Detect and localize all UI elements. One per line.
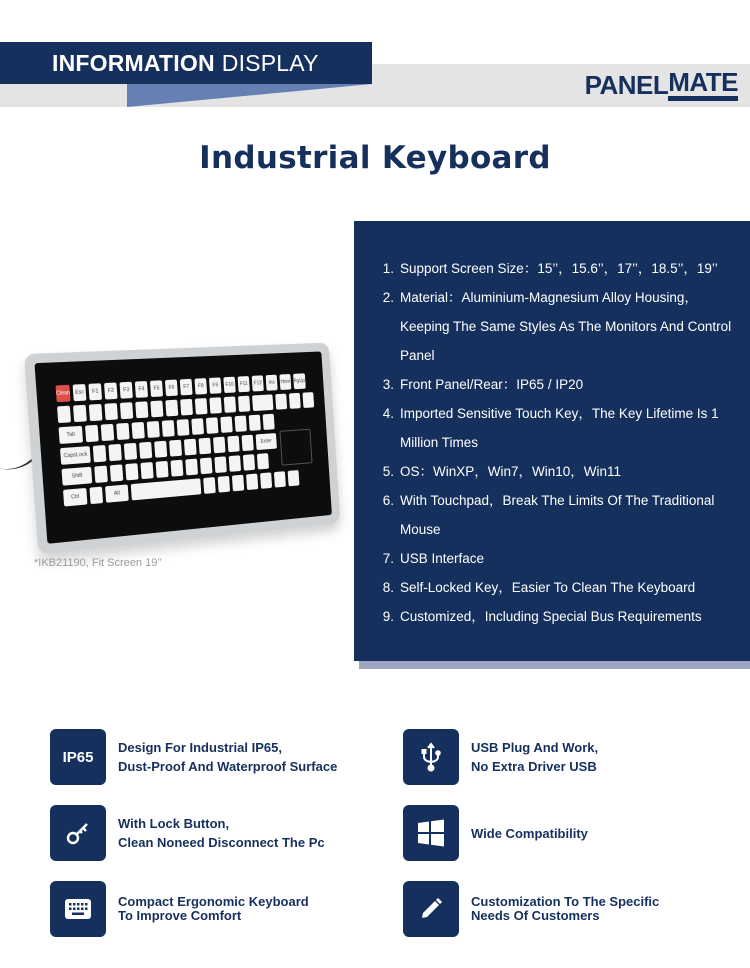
keyboard-housing: [24, 343, 340, 555]
key-tab: Tab: [59, 426, 84, 444]
key-space: [131, 478, 202, 500]
key-f8: F8: [195, 378, 208, 395]
page-title: Industrial Keyboard: [199, 140, 551, 176]
key-f10: F10: [223, 377, 235, 393]
keyboard-icon: [50, 881, 106, 937]
banner-bold-text: INFORMATION: [52, 49, 215, 76]
pencil-icon: [403, 881, 459, 937]
key-f7: F7: [180, 379, 193, 396]
spec-item: 4. Imported Sensitive Touch Key，The Key Lifetime Is 1 Million Times: [382, 406, 719, 450]
key-home: Hom: [279, 374, 291, 390]
feature-line: No Extra Driver USB: [471, 759, 597, 774]
spec-item: 6. With Touchpad，Break The Limits Of The Traditional Mouse: [382, 493, 715, 537]
feature-ergonomic: [50, 881, 309, 937]
feature-line: USB Plug And Work,: [471, 740, 599, 755]
feature-usb: [403, 729, 598, 785]
key-ctrl: Ctrl: [63, 488, 87, 507]
brand-logo: [584, 67, 738, 101]
key-f5: F5: [150, 380, 163, 397]
key-f11: F11: [238, 376, 250, 392]
spec-item: 1. Support Screen Size：15’’，15.6’’，17’’，18.5’’，19’’: [382, 261, 718, 276]
key-f9: F9: [209, 377, 222, 393]
feature-ip65: [50, 729, 337, 785]
feature-line: Compact Ergonomic Keyboard: [118, 894, 309, 909]
keyboard-face: [34, 351, 331, 543]
feature-compatibility: [403, 805, 588, 861]
banner-light-text: DISPLAY: [221, 49, 319, 76]
spec-item: 7. USB Interface: [382, 551, 485, 566]
spec-item: 8. Self-Locked Key，Easier To Clean The Keyboard: [382, 580, 696, 595]
spec-item: 2. Material：Aluminium-Magnesium Alloy Housing，Keeping The Same Styles As The Monitors And Control Panel: [382, 290, 732, 363]
feature-line: With Lock Button,: [118, 816, 230, 831]
feature-line: Design For Industrial IP65,: [118, 740, 282, 755]
keyboard-product-image: [36, 348, 346, 538]
header-banner: [0, 42, 372, 84]
windows-icon: [403, 805, 459, 861]
key-pgup: PgUp: [293, 373, 305, 389]
feature-customization: [403, 881, 659, 937]
feature-line: Clean Noneed Disconnect The Pc: [118, 835, 325, 850]
feature-line: Customization To The Specific: [471, 894, 660, 909]
feature-line: Dust-Proof And Waterproof Surface: [118, 759, 338, 774]
spec-item: 3. Front Panel/Rear：IP65 / IP20: [382, 377, 584, 392]
feature-line: Wide Compatibility: [471, 825, 588, 841]
spec-item: 5. OS：WinXP，Win7，Win10，Win11: [382, 464, 622, 479]
feature-line: Needs Of Customers: [471, 908, 600, 923]
key-f1: F1: [88, 383, 102, 400]
key-capslock: CapsLock: [60, 446, 91, 465]
key-shift: Shift: [62, 467, 93, 486]
key-clean: Clean: [56, 385, 71, 402]
key-f4: F4: [135, 381, 148, 398]
usb-icon: [403, 729, 459, 785]
spec-panel-shadow: [359, 660, 750, 669]
key-ins: Ins: [266, 375, 278, 391]
product-caption: *IKB21190, Fit Screen 19’’: [34, 557, 163, 569]
key-f6: F6: [165, 380, 178, 397]
feature-line: To Improve Comfort: [118, 908, 242, 923]
key-enter: Enter: [256, 433, 277, 450]
spec-list-panel: [354, 221, 750, 661]
key-f2: F2: [104, 382, 118, 399]
key-f12: F12: [252, 375, 264, 391]
logo-mate: MATE: [668, 70, 738, 101]
key-esc: Esc: [73, 384, 87, 401]
touchpad: [279, 429, 312, 466]
key-alt: Alt: [105, 484, 129, 502]
logo-panel: PANEL: [584, 70, 669, 100]
feature-lock: [50, 805, 325, 861]
spec-item: 9. Customized，Including Special Bus Requirements: [382, 609, 702, 624]
key-icon: [50, 805, 106, 861]
key-f3: F3: [120, 382, 133, 399]
ip65-icon: IP65: [50, 729, 106, 785]
